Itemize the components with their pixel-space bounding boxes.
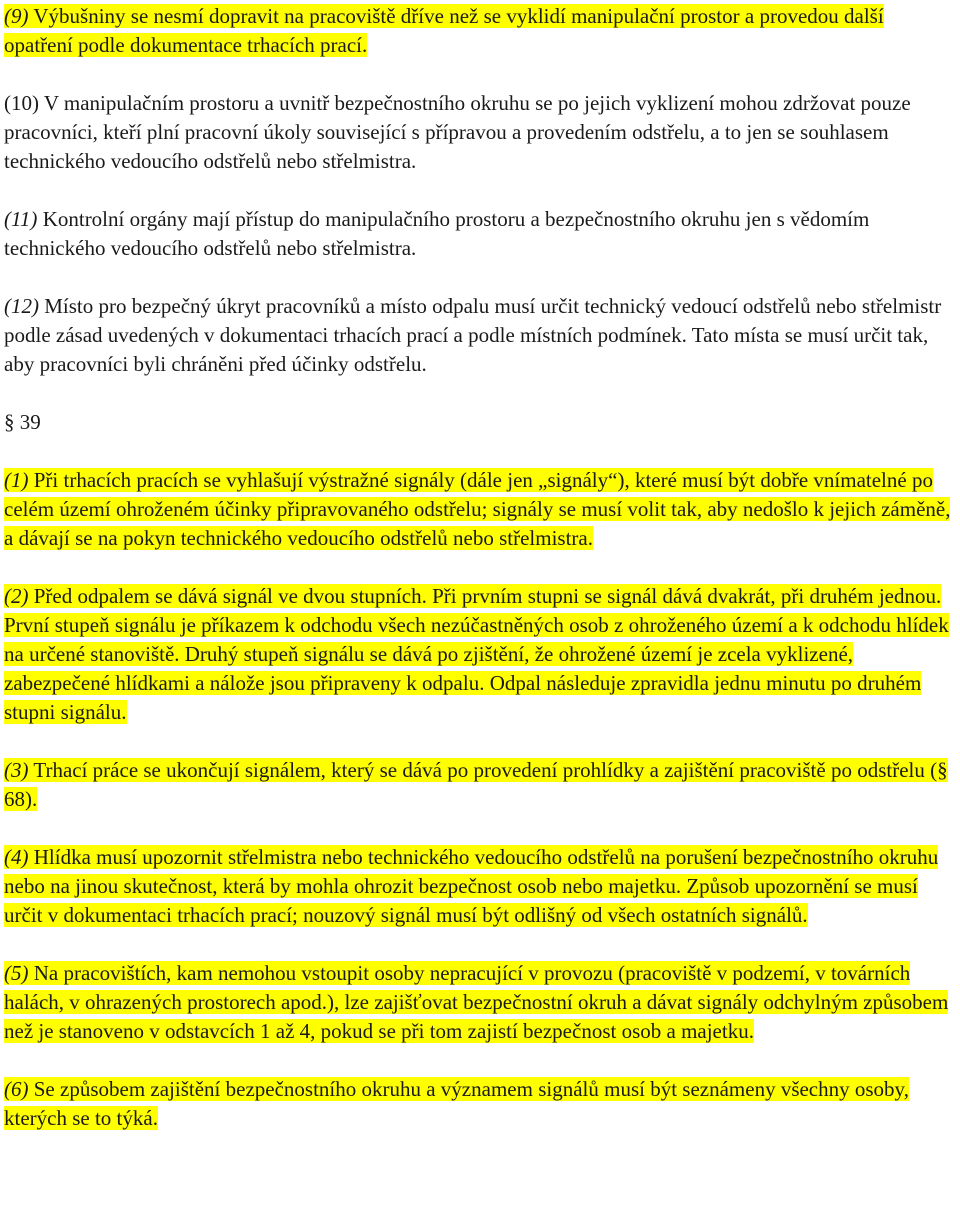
section-number: 39 bbox=[14, 410, 41, 434]
paragraph-number: (9) bbox=[4, 4, 29, 28]
paragraph-number: (6) bbox=[4, 1077, 29, 1101]
highlighted-text bbox=[4, 4, 884, 57]
paragraph-text: Při trhacích pracích se vyhlašují výstražné signály (dále jen „signály“), které musí být dobře vnímatelné po celém území ohroženém účinky připravovaného odstřelu; signály se musí volit tak, aby nedošlo k jejich záměně, a dávají se na pokyn technického vedoucího odstřelů nebo střelmistra. bbox=[4, 468, 951, 550]
paragraph-text: Hlídka musí upozornit střelmistra nebo technického vedoucího odstřelů na porušení bezpečnostního okruhu nebo na jinou skutečnost, která by mohla ohrozit bezpečnost osob nebo majetku. Způsob upozornění se musí určit v dokumentaci trhacích prací; nouzový signál musí být odlišný od všech ostatních signálů. bbox=[4, 845, 939, 927]
paragraph-text: V manipulačním prostoru a uvnitř bezpečnostního okruhu se po jejich vyklizení mohou zdržovat pouze pracovníci, kteří plní pracovní úkoly související s přípravou a provedením odstřelu, a to jen se souhlasem technického vedoucího odstřelů nebo střelmistra. bbox=[4, 91, 911, 173]
paragraph-number: (10) bbox=[4, 91, 39, 115]
paragraph-text: Trhací práce se ukončují signálem, který se dává po provedení prohlídky a zajištění pracoviště po odstřelu (§ 68). bbox=[4, 758, 948, 811]
paragraph-text: Kontrolní orgány mají přístup do manipulačního prostoru a bezpečnostního okruhu jen s vědomím technického vedoucího odstřelů nebo střelmistra. bbox=[4, 207, 870, 260]
paragraph-number: (11) bbox=[4, 207, 38, 231]
paragraph-12 bbox=[4, 292, 956, 379]
paragraph-text: Se způsobem zajištění bezpečnostního okruhu a významem signálů musí být seznámeny všechny osoby, kterých se to týká. bbox=[4, 1077, 909, 1130]
paragraph-text: Výbušniny se nesmí dopravit na pracoviště dříve než se vyklidí manipulační prostor a provedou další opatření podle dokumentace trhacích prací. bbox=[4, 4, 884, 57]
highlighted-text bbox=[4, 584, 949, 724]
paragraph-10 bbox=[4, 89, 956, 176]
paragraph-39-1 bbox=[4, 466, 956, 553]
highlighted-text bbox=[4, 845, 938, 927]
paragraph-text: Místo pro bezpečný úkryt pracovníků a místo odpalu musí určit technický vedoucí odstřelů nebo střelmistr podle zásad uvedených v dokumentaci trhacích prací a podle místních podmínek. Tato místa se musí určit tak, aby pracovníci byli chráněni před účinky odstřelu. bbox=[4, 294, 942, 376]
highlighted-text bbox=[4, 1077, 909, 1130]
paragraph-39-3 bbox=[4, 756, 956, 814]
paragraph-number: (12) bbox=[4, 294, 39, 318]
highlighted-text bbox=[4, 468, 950, 550]
paragraph-text: Na pracovištích, kam nemohou vstoupit osoby nepracující v provozu (pracoviště v podzemí, v továrních halách, v ohrazených prostorech apod.), lze zajišťovat bezpečnostní okruh a dávat signály odchylným způsobem než je stanoveno v odstavcích 1 až 4, pokud se při tom zajistí bezpečnost osob a majetku. bbox=[4, 961, 949, 1043]
paragraph-number: (1) bbox=[4, 468, 29, 492]
highlighted-text bbox=[4, 758, 948, 811]
paragraph-number: (4) bbox=[4, 845, 29, 869]
paragraph-text: Před odpalem se dává signál ve dvou stupních. Při prvním stupni se signál dává dvakrát, při druhém jednou. První stupeň signálu je příkazem k odchodu všech nezúčastněných osob z ohroženého území a k odchodu hlídek na určené stanoviště. Druhý stupeň signálu se dává po zjištění, že ohrožené území je zcela vyklizené, zabezpečené hlídkami a nálože jsou připraveny k odpalu. Odpal následuje zpravidla jednu minutu po druhém stupni signálu. bbox=[4, 584, 949, 724]
paragraph-11 bbox=[4, 205, 956, 263]
paragraph-number: (2) bbox=[4, 584, 29, 608]
paragraph-39-2 bbox=[4, 582, 956, 727]
section-symbol: § bbox=[4, 410, 15, 434]
paragraph-number: (5) bbox=[4, 961, 29, 985]
section-heading-39 bbox=[4, 408, 956, 437]
document-page bbox=[4, 2, 956, 1162]
paragraph-number: (3) bbox=[4, 758, 29, 782]
paragraph-39-6 bbox=[4, 1075, 956, 1133]
paragraph-39-4 bbox=[4, 843, 956, 930]
paragraph-39-5 bbox=[4, 959, 956, 1046]
highlighted-text bbox=[4, 961, 948, 1043]
paragraph-9 bbox=[4, 2, 956, 60]
